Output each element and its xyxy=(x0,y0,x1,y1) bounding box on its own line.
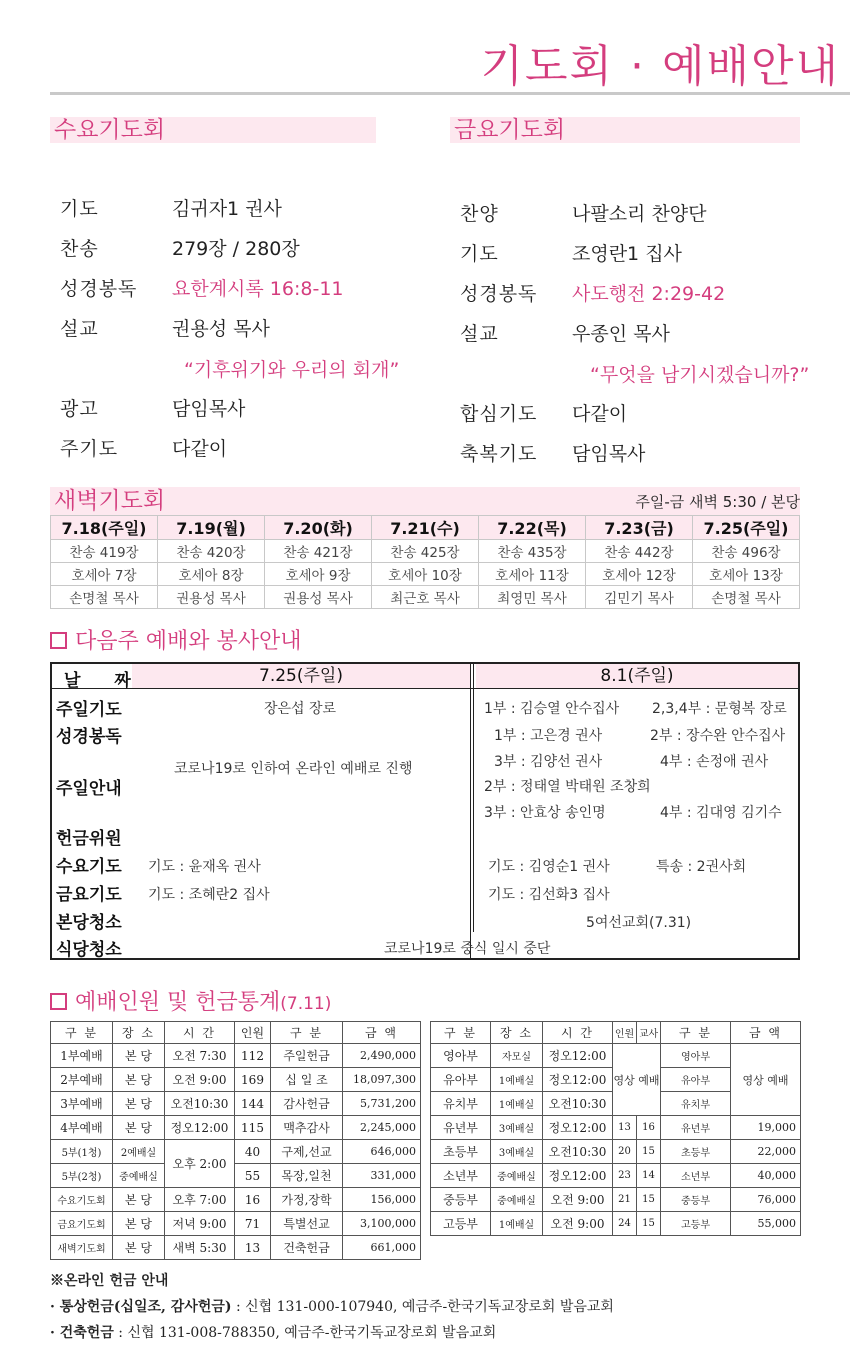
cell: 중예배실 xyxy=(113,1164,165,1188)
cell: 목장,일천 xyxy=(271,1164,343,1188)
online-offering-title: ※온라인 헌금 안내 xyxy=(50,1273,169,1289)
cell: 13 xyxy=(235,1236,271,1260)
cell: 오전 7:30 xyxy=(165,1044,235,1068)
cell: 본 당 xyxy=(113,1236,165,1260)
stats-heading xyxy=(50,985,331,1016)
cell: 구제,선교 xyxy=(271,1140,343,1164)
cell: 55,000 xyxy=(731,1212,801,1236)
col1-fri-prayer: 기도 : 조혜란2 집사 xyxy=(148,887,270,903)
stats-right-table xyxy=(430,1021,801,1236)
video-worship-cell: 영상 예배 xyxy=(731,1044,801,1116)
dawn-passage: 호세아 10장 xyxy=(372,563,479,586)
row-value: 권용성 목사 xyxy=(172,317,270,340)
dawn-preacher: 손명철 목사 xyxy=(51,586,158,609)
row-value: 조영란1 집사 xyxy=(572,242,682,265)
table-row xyxy=(51,1164,421,1188)
cell: 본 당 xyxy=(113,1116,165,1140)
column-divider xyxy=(473,664,474,932)
cell: 22,000 xyxy=(731,1140,801,1164)
cell: 오전 9:00 xyxy=(543,1188,613,1212)
cell: 19,000 xyxy=(731,1116,801,1140)
row-value: 279장 / 280장 xyxy=(172,237,300,260)
cell: 2,245,000 xyxy=(343,1116,421,1140)
header-cell: 시 간 xyxy=(165,1022,235,1044)
row-label: 주기도 xyxy=(60,437,119,460)
header-cell: 인원 xyxy=(613,1022,637,1044)
cell: 본 당 xyxy=(113,1188,165,1212)
header-cell: 금 액 xyxy=(343,1022,421,1044)
row-label: 찬양 xyxy=(460,202,499,225)
row-label: 광고 xyxy=(60,397,99,420)
dawn-preacher: 권용성 목사 xyxy=(265,586,372,609)
row-label: 성경봉독 xyxy=(60,277,138,300)
row-value: 사도행전 2:29-42 xyxy=(572,282,726,305)
column-divider xyxy=(470,664,471,958)
col2-reading-3: 3부 : 김양선 권사 xyxy=(494,754,603,770)
friday-row-praise xyxy=(460,197,707,227)
next-week-table xyxy=(50,662,800,960)
cell: 20 xyxy=(613,1140,637,1164)
stats-date: (7.11) xyxy=(280,994,332,1014)
dawn-schedule-note: 주일-금 새벽 5:30 / 본당 xyxy=(635,493,800,511)
row-label: 기도 xyxy=(460,242,499,265)
cell: 특별선교 xyxy=(271,1212,343,1236)
dawn-passage: 호세아 13장 xyxy=(693,563,800,586)
dawn-passage: 호세아 8장 xyxy=(158,563,265,586)
row-label: 설교 xyxy=(60,317,99,340)
page-title: 기도회 · 예배안내 xyxy=(480,41,840,92)
cell: 새벽 5:30 xyxy=(165,1236,235,1260)
cell: 정오12:00 xyxy=(543,1044,613,1068)
col2-guide-1: 2부 : 정태열 박태원 조창희 xyxy=(484,779,651,795)
col2-prayer-2: 2,3,4부 : 문형복 장로 xyxy=(652,701,787,717)
cell: 소년부 xyxy=(431,1164,491,1188)
wednesday-row-hymn xyxy=(60,232,300,262)
cell: 오전10:30 xyxy=(543,1092,613,1116)
dawn-hymn: 찬송 442장 xyxy=(586,540,693,563)
cell: 1부예배 xyxy=(51,1044,113,1068)
dawn-day: 7.21(수) xyxy=(372,516,479,540)
table-row xyxy=(51,1068,421,1092)
cell: 21 xyxy=(613,1188,637,1212)
col2-wed-prayer: 기도 : 김영순1 권사 xyxy=(488,859,610,875)
dawn-section-title: 새벽기도회 xyxy=(54,488,166,514)
dawn-preacher: 손명철 목사 xyxy=(693,586,800,609)
cell: 40,000 xyxy=(731,1164,801,1188)
row-value: 우종인 목사 xyxy=(572,322,670,345)
cell: 144 xyxy=(235,1092,271,1116)
cell: 4부예배 xyxy=(51,1116,113,1140)
cell: 새벽기도회 xyxy=(51,1236,113,1260)
table-row xyxy=(51,1188,421,1212)
cell: 331,000 xyxy=(343,1164,421,1188)
dawn-schedule-table xyxy=(50,515,800,609)
cell: 자모실 xyxy=(491,1044,543,1068)
account-info: : 신협 131-008-788350, 예금주-한국기독교장로회 발음교회 xyxy=(113,1325,497,1341)
cell: 169 xyxy=(235,1068,271,1092)
cell: 오후 2:00 xyxy=(165,1140,235,1188)
header-cell: 장 소 xyxy=(491,1022,543,1044)
label-reading: 성경봉독 xyxy=(56,727,122,747)
friday-row-sermon xyxy=(460,317,670,347)
col2-wed-special: 특송 : 2권사회 xyxy=(656,859,747,875)
dawn-day: 7.25(주일) xyxy=(693,516,800,540)
cell: 5부(2청) xyxy=(51,1164,113,1188)
table-row xyxy=(51,1140,421,1164)
friday-row-benediction xyxy=(460,437,645,467)
cell: 115 xyxy=(235,1116,271,1140)
cell: 2예배실 xyxy=(113,1140,165,1164)
cell: 유치부 xyxy=(431,1092,491,1116)
cafeteria-notice: 코로나19로 중식 일시 중단 xyxy=(384,941,551,957)
col2-guide-3: 4부 : 김대영 김기수 xyxy=(660,805,782,821)
col1-wed-prayer: 기도 : 윤재옥 권사 xyxy=(148,859,261,875)
cell: 오전 9:00 xyxy=(543,1212,613,1236)
next-week-title: 다음주 예배와 봉사안내 xyxy=(75,629,302,654)
cell: 3,100,000 xyxy=(343,1212,421,1236)
dawn-day: 7.20(화) xyxy=(265,516,372,540)
label-fri-prayer: 금요기도 xyxy=(56,885,122,905)
header-cell: 구 분 xyxy=(271,1022,343,1044)
cell: 주일헌금 xyxy=(271,1044,343,1068)
video-worship-cell: 영상 예배 xyxy=(613,1044,661,1116)
table-row xyxy=(431,1140,801,1164)
cell: 감사헌금 xyxy=(271,1092,343,1116)
cell: 정오12:00 xyxy=(543,1164,613,1188)
label-offering: 헌금위원 xyxy=(56,829,122,849)
stats-left-table xyxy=(50,1021,421,1260)
dawn-day: 7.23(금) xyxy=(586,516,693,540)
header-divider xyxy=(52,688,798,689)
cell: 정오12:00 xyxy=(165,1116,235,1140)
cell: 영아부 xyxy=(431,1044,491,1068)
table-row xyxy=(51,1092,421,1116)
cell: 정오12:00 xyxy=(543,1116,613,1140)
cell: 초등부 xyxy=(431,1140,491,1164)
cell: 초등부 xyxy=(661,1140,731,1164)
cell: 고등부 xyxy=(661,1212,731,1236)
row-value: 김귀자1 권사 xyxy=(172,197,282,220)
cell: 15 xyxy=(637,1212,661,1236)
cell: 2부예배 xyxy=(51,1068,113,1092)
cell: 맥추감사 xyxy=(271,1116,343,1140)
offering-type: · 건축헌금 xyxy=(50,1325,114,1341)
table-row xyxy=(431,1164,801,1188)
dawn-hymn: 찬송 419장 xyxy=(51,540,158,563)
cell: 저녁 9:00 xyxy=(165,1212,235,1236)
dawn-passage: 호세아 9장 xyxy=(265,563,372,586)
wednesday-row-reading xyxy=(60,272,344,302)
cell: 중예배실 xyxy=(491,1188,543,1212)
table-row xyxy=(431,1188,801,1212)
checkbox-square-icon xyxy=(50,632,67,649)
cell: 오전 9:00 xyxy=(165,1068,235,1092)
wednesday-sermon-title: “기후위기와 우리의 회개” xyxy=(184,359,400,381)
header-cell: 인원 xyxy=(235,1022,271,1044)
wednesday-row-prayer xyxy=(60,192,282,222)
dawn-preacher: 최근호 목사 xyxy=(372,586,479,609)
cell: 십 일 조 xyxy=(271,1068,343,1092)
dawn-passage: 호세아 7장 xyxy=(51,563,158,586)
label-sunday-prayer: 주일기도 xyxy=(56,700,122,720)
cell: 3예배실 xyxy=(491,1116,543,1140)
table-row xyxy=(431,1212,801,1236)
online-offering-line xyxy=(50,1296,614,1316)
cell: 가정,장학 xyxy=(271,1188,343,1212)
cell: 유아부 xyxy=(431,1068,491,1092)
row-value: 나팔소리 찬양단 xyxy=(572,202,707,225)
cell: 14 xyxy=(637,1164,661,1188)
cell: 5,731,200 xyxy=(343,1092,421,1116)
cell: 수요기도회 xyxy=(51,1188,113,1212)
header-cell: 구 분 xyxy=(51,1022,113,1044)
cell: 13 xyxy=(613,1116,637,1140)
col2-reading-2: 2부 : 장수완 안수집사 xyxy=(650,728,786,744)
cell: 55 xyxy=(235,1164,271,1188)
cell: 중예배실 xyxy=(491,1164,543,1188)
cell: 본 당 xyxy=(113,1068,165,1092)
dawn-section-header xyxy=(50,487,800,515)
online-offering-info xyxy=(50,1270,614,1342)
cell: 5부(1청) xyxy=(51,1140,113,1164)
dawn-passage: 호세아 12장 xyxy=(586,563,693,586)
table-row xyxy=(51,1212,421,1236)
cell: 2,490,000 xyxy=(343,1044,421,1068)
col2-sanctuary-cleaning: 5여선교회(7.31) xyxy=(586,915,692,931)
row-value: 다같이 xyxy=(572,402,628,425)
checkbox-square-icon xyxy=(50,993,67,1010)
table-row xyxy=(51,1044,421,1068)
cell: 16 xyxy=(235,1188,271,1212)
cell: 유치부 xyxy=(661,1092,731,1116)
next-week-heading xyxy=(50,624,302,655)
cell: 24 xyxy=(613,1212,637,1236)
cell: 71 xyxy=(235,1212,271,1236)
cell: 오전10:30 xyxy=(165,1092,235,1116)
cell: 중등부 xyxy=(661,1188,731,1212)
header-cell: 구 분 xyxy=(661,1022,731,1044)
row-value: 다같이 xyxy=(172,437,228,460)
dawn-hymn: 찬송 421장 xyxy=(265,540,372,563)
table-row xyxy=(51,1236,421,1260)
header-cell: 구 분 xyxy=(431,1022,491,1044)
table-row xyxy=(51,1116,421,1140)
wednesday-row-announcement xyxy=(60,392,245,422)
row-value: 요한계시록 16:8-11 xyxy=(172,277,344,300)
dawn-passage: 호세아 11장 xyxy=(479,563,586,586)
cell: 본 당 xyxy=(113,1212,165,1236)
next-week-date2: 8.1(주일) xyxy=(476,664,798,688)
header-cell: 장 소 xyxy=(113,1022,165,1044)
label-wed-prayer: 수요기도 xyxy=(56,857,122,877)
cell: 18,097,300 xyxy=(343,1068,421,1092)
cell: 156,000 xyxy=(343,1188,421,1212)
date-label: 날 짜 xyxy=(64,671,145,691)
cell: 661,000 xyxy=(343,1236,421,1260)
cell: 본 당 xyxy=(113,1044,165,1068)
row-label: 성경봉독 xyxy=(460,282,538,305)
cell: 건축헌금 xyxy=(271,1236,343,1260)
cell: 유년부 xyxy=(661,1116,731,1140)
col2-reading-1: 1부 : 고은경 권사 xyxy=(494,728,603,744)
row-label: 합심기도 xyxy=(460,402,538,425)
dawn-day: 7.18(주일) xyxy=(51,516,158,540)
cell: 3부예배 xyxy=(51,1092,113,1116)
cell: 112 xyxy=(235,1044,271,1068)
header-cell: 교사 xyxy=(637,1022,661,1044)
cell: 23 xyxy=(613,1164,637,1188)
row-label: 축복기도 xyxy=(460,442,538,465)
online-offering-line xyxy=(50,1322,614,1342)
cell: 고등부 xyxy=(431,1212,491,1236)
label-sanctuary-cleaning: 본당청소 xyxy=(56,913,122,933)
table-row xyxy=(431,1116,801,1140)
dawn-hymn: 찬송 425장 xyxy=(372,540,479,563)
wednesday-row-sermon xyxy=(60,312,270,342)
cell: 16 xyxy=(637,1116,661,1140)
cell: 유년부 xyxy=(431,1116,491,1140)
next-week-date1: 7.25(주일) xyxy=(132,664,470,688)
friday-row-united-prayer xyxy=(460,397,627,427)
label-sunday-guide: 주일안내 xyxy=(56,779,122,799)
friday-row-prayer xyxy=(460,237,682,267)
cell: 금요기도회 xyxy=(51,1212,113,1236)
title-divider xyxy=(50,92,850,95)
wednesday-row-lords-prayer xyxy=(60,432,227,462)
col1-sunday-prayer: 장은섭 장로 xyxy=(264,701,337,717)
cell: 1예배실 xyxy=(491,1092,543,1116)
cell: 1예배실 xyxy=(491,1068,543,1092)
friday-row-reading xyxy=(460,277,725,307)
row-label: 기도 xyxy=(60,197,99,220)
stats-title: 예배인원 및 헌금통계 xyxy=(75,990,281,1015)
col2-fri-prayer: 기도 : 김선화3 집사 xyxy=(488,887,610,903)
cell: 중등부 xyxy=(431,1188,491,1212)
cell: 본 당 xyxy=(113,1092,165,1116)
dawn-hymn: 찬송 496장 xyxy=(693,540,800,563)
dawn-preacher: 최영민 목사 xyxy=(479,586,586,609)
dawn-day: 7.22(목) xyxy=(479,516,586,540)
cell: 영아부 xyxy=(661,1044,731,1068)
cell: 3예배실 xyxy=(491,1140,543,1164)
dawn-hymn: 찬송 420장 xyxy=(158,540,265,563)
dawn-preacher: 권용성 목사 xyxy=(158,586,265,609)
cell: 15 xyxy=(637,1188,661,1212)
dawn-day: 7.19(월) xyxy=(158,516,265,540)
table-row xyxy=(431,1044,801,1068)
cell: 유아부 xyxy=(661,1068,731,1092)
dawn-preacher: 김민기 목사 xyxy=(586,586,693,609)
wednesday-section-title: 수요기도회 xyxy=(50,117,376,143)
account-info: : 신협 131-000-107940, 예금주-한국기독교장로회 발음교회 xyxy=(231,1299,614,1315)
dawn-hymn: 찬송 435장 xyxy=(479,540,586,563)
cell: 646,000 xyxy=(343,1140,421,1164)
cell: 정오12:00 xyxy=(543,1068,613,1092)
col2-reading-4: 4부 : 손정애 권사 xyxy=(660,754,769,770)
row-label: 찬송 xyxy=(60,237,99,260)
col2-guide-2: 3부 : 안효상 송인명 xyxy=(484,805,606,821)
row-value: 담임목사 xyxy=(172,397,246,420)
cell: 76,000 xyxy=(731,1188,801,1212)
row-value: 담임목사 xyxy=(572,442,646,465)
col2-prayer-1: 1부 : 김승열 안수집사 xyxy=(484,701,620,717)
offering-type: · 통상헌금(십일조, 감사헌금) xyxy=(50,1299,232,1315)
label-cafeteria-cleaning: 식당청소 xyxy=(56,940,122,960)
cell: 15 xyxy=(637,1140,661,1164)
friday-sermon-title: “무엇을 남기시겠습니까?” xyxy=(590,364,810,386)
header-cell: 금 액 xyxy=(731,1022,801,1044)
friday-section-title: 금요기도회 xyxy=(450,117,800,143)
cell: 오전10:30 xyxy=(543,1140,613,1164)
header-cell: 시 간 xyxy=(543,1022,613,1044)
cell: 1예배실 xyxy=(491,1212,543,1236)
row-label: 설교 xyxy=(460,322,499,345)
cell: 40 xyxy=(235,1140,271,1164)
cell: 오후 7:00 xyxy=(165,1188,235,1212)
col1-online-notice: 코로나19로 인하여 온라인 예배로 진행 xyxy=(174,761,413,777)
cell: 소년부 xyxy=(661,1164,731,1188)
